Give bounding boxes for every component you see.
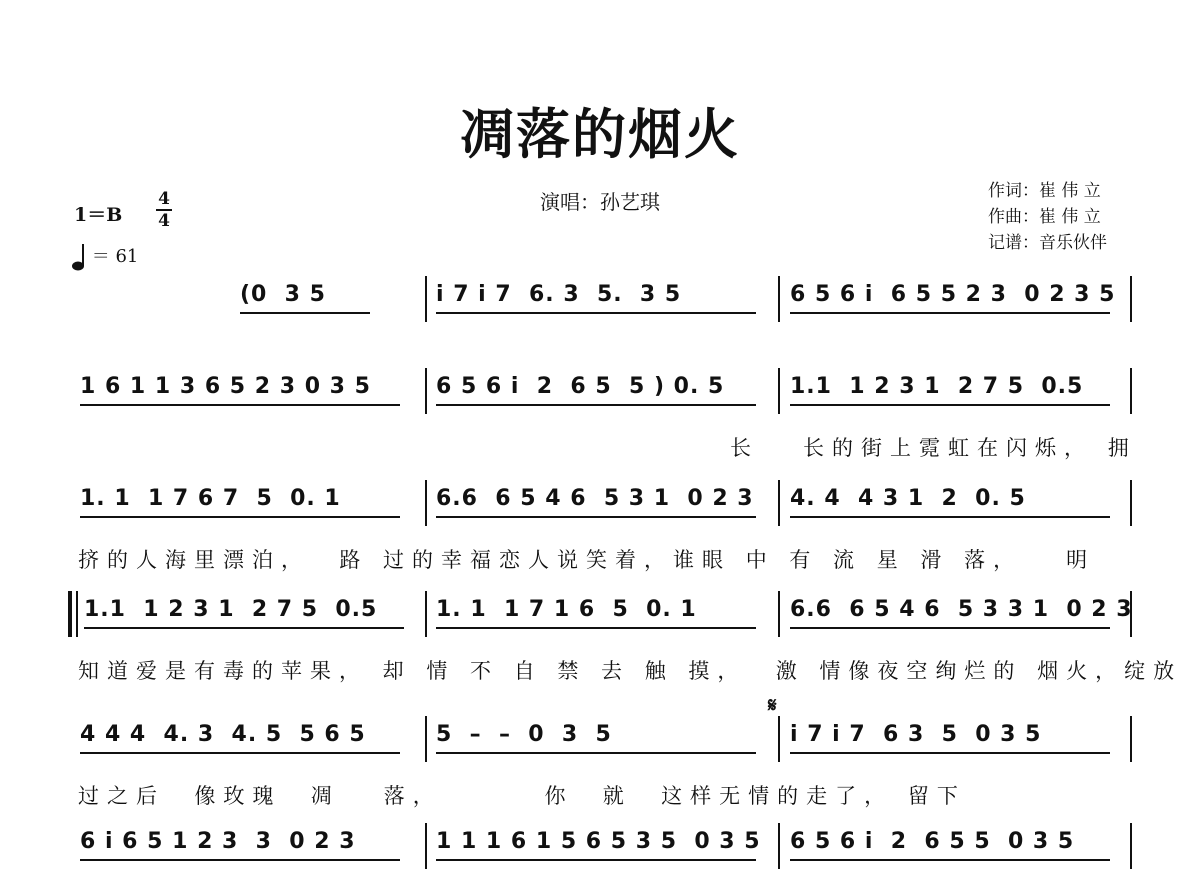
- barline: [778, 591, 780, 637]
- beam-line: [436, 627, 756, 629]
- beam-line: [436, 312, 756, 314]
- song-title: 凋落的烟火: [460, 102, 740, 166]
- beam-line: [240, 312, 370, 314]
- measure-notes: (0 3 5: [240, 282, 326, 307]
- measure-notes: 6 5 6 i 2 6 5 5 ) 0. 5: [436, 374, 725, 399]
- lyricist-credit: 作词：崔 伟 立: [988, 181, 1101, 201]
- beam-line: [436, 404, 756, 406]
- barline: [425, 276, 427, 322]
- beam-line: [80, 516, 400, 518]
- barline: [425, 591, 427, 637]
- beam-line: [80, 404, 400, 406]
- credits-block: [988, 178, 1107, 256]
- barline: [778, 368, 780, 414]
- barline: [1130, 823, 1132, 869]
- repeat-start-thin-barline: [76, 591, 78, 637]
- singer-credit: 演唱：孙艺琪: [540, 190, 660, 214]
- time-signature-bottom: 4: [158, 211, 170, 231]
- time-signature-top: 4: [158, 189, 170, 209]
- barline: [778, 716, 780, 762]
- time-signature: [156, 190, 172, 230]
- measure-notes: 4. 4 4 3 1 2 0. 5: [790, 486, 1026, 511]
- barline: [1130, 368, 1132, 414]
- beam-line: [790, 516, 1110, 518]
- measure-notes: 1.1 1 2 3 1 2 7 5 0.5: [84, 597, 378, 622]
- beam-line: [436, 752, 756, 754]
- transcriber-credit: 记谱：音乐伙伴: [988, 233, 1107, 253]
- tempo-marking: [72, 242, 138, 272]
- measure-notes: 1. 1 1 7 6 7 5 0. 1: [80, 486, 341, 511]
- lyrics-line: 过之后 像玫瑰 凋 落， 你 就 这样无情的走了， 留下: [78, 784, 966, 808]
- barline: [425, 716, 427, 762]
- measure-notes: 6.6 6 5 4 6 5 3 1 0 2 3: [436, 486, 754, 511]
- key-signature: 1＝B: [74, 204, 123, 226]
- measure-notes: 1. 1 1 7 1 6 5 0. 1: [436, 597, 697, 622]
- beam-line: [790, 627, 1110, 629]
- beam-line: [790, 312, 1110, 314]
- measure-notes: 5 – – 0 3 5: [436, 722, 612, 747]
- measure-notes: 1.1 1 2 3 1 2 7 5 0.5: [790, 374, 1084, 399]
- measure-notes: 6.6 6 5 4 6 5 3 3 1 0 2 3: [790, 597, 1133, 622]
- measure-notes: 6 5 6 i 6 5 5 2 3 0 2 3 5: [790, 282, 1116, 307]
- measure-notes: 6 i 6 5 1 2 3 3 0 2 3: [80, 829, 356, 854]
- measure-notes: 6 5 6 i 2 6 5 5 0 3 5: [790, 829, 1075, 854]
- segno-sign: 𝄋: [768, 693, 777, 717]
- measure-notes: 4 4 4 4. 3 4. 5 5 6 5: [80, 722, 366, 747]
- barline: [1130, 716, 1132, 762]
- measure-notes: 1 6 1 1 3 6 5 2 3 0 3 5: [80, 374, 371, 399]
- beam-line: [790, 752, 1110, 754]
- barline: [425, 368, 427, 414]
- barline: [425, 480, 427, 526]
- measure-notes: 1 1 1 6 1 5 6 5 3 5 0 3 5: [436, 829, 761, 854]
- lyrics-line: 挤的人海里漂泊， 路 过的幸福恋人说笑着，谁眼 中 有 流 星 滑 落， 明: [78, 548, 1096, 572]
- barline: [778, 823, 780, 869]
- barline: [778, 480, 780, 526]
- beam-line: [80, 859, 400, 861]
- quarter-note-icon: [72, 242, 86, 272]
- measure-notes: i 7 i 7 6 3 5 0 3 5: [790, 722, 1042, 747]
- barline: [1130, 276, 1132, 322]
- repeat-start-barline: [68, 591, 72, 637]
- measure-notes: i 7 i 7 6. 3 5. 3 5: [436, 282, 682, 307]
- beam-line: [436, 516, 756, 518]
- barline: [425, 823, 427, 869]
- tempo-value: ＝ 61: [91, 246, 139, 267]
- beam-line: [84, 627, 404, 629]
- lyrics-line: 长 长的街上霓虹在闪烁， 拥: [730, 436, 1137, 460]
- lyrics-line: 知道爱是有毒的苹果， 却 情 不 自 禁 去 触 摸， 激 情像夜空绚烂的 烟火，绽放: [78, 659, 1183, 683]
- barline: [1130, 480, 1132, 526]
- beam-line: [436, 859, 756, 861]
- barline: [778, 276, 780, 322]
- composer-credit: 作曲：崔 伟 立: [988, 207, 1101, 227]
- beam-line: [790, 404, 1110, 406]
- beam-line: [80, 752, 400, 754]
- beam-line: [790, 859, 1110, 861]
